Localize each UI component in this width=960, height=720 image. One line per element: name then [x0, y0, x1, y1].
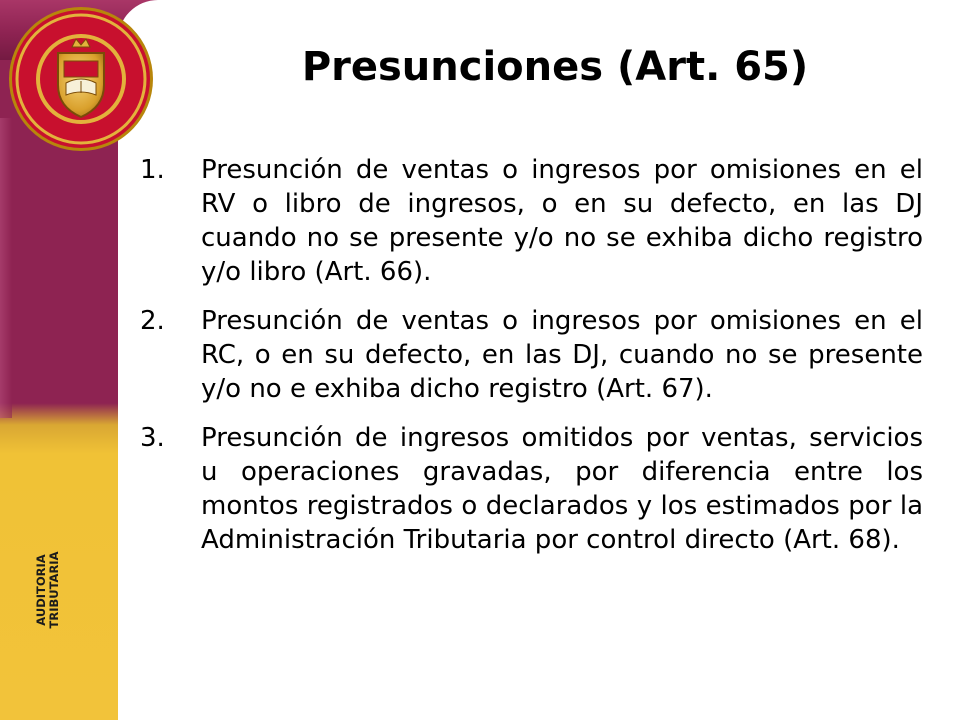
list-item [140, 304, 923, 406]
side-label-line: TRIBUTARIA [47, 551, 61, 629]
presumption-list [140, 153, 923, 572]
list-item-number: 3. [140, 423, 165, 453]
sidebar-highlight [0, 118, 12, 418]
list-item-text: Presunción de ingresos omitidos por ventas, servicios u operaciones gravadas, por diferencia entre los montos registrados o declarados y los estimados por la Administración Tributaria por control directo (Art. 68). [201, 423, 923, 555]
list-item-text: Presunción de ventas o ingresos por omisiones en el RC, o en su defecto, en las DJ, cuando no se presente y/o no e exhiba dicho registro (Art. 67). [201, 306, 923, 404]
side-label [35, 552, 61, 629]
colegio-contadores-seal-icon [6, 3, 156, 155]
list-item [140, 153, 923, 289]
slide-title: Presunciones (Art. 65) [301, 44, 809, 90]
list-item-number: 1. [140, 155, 165, 185]
list-item-text: Presunción de ventas o ingresos por omisiones en el RV o libro de ingresos, o en su defecto, en las DJ cuando no se presente y/o no se exhiba dicho registro y/o libro (Art. 66). [201, 155, 923, 287]
side-label-line: AUDITORIA [34, 554, 48, 626]
list-item-number: 2. [140, 306, 165, 336]
list-item [140, 421, 923, 557]
